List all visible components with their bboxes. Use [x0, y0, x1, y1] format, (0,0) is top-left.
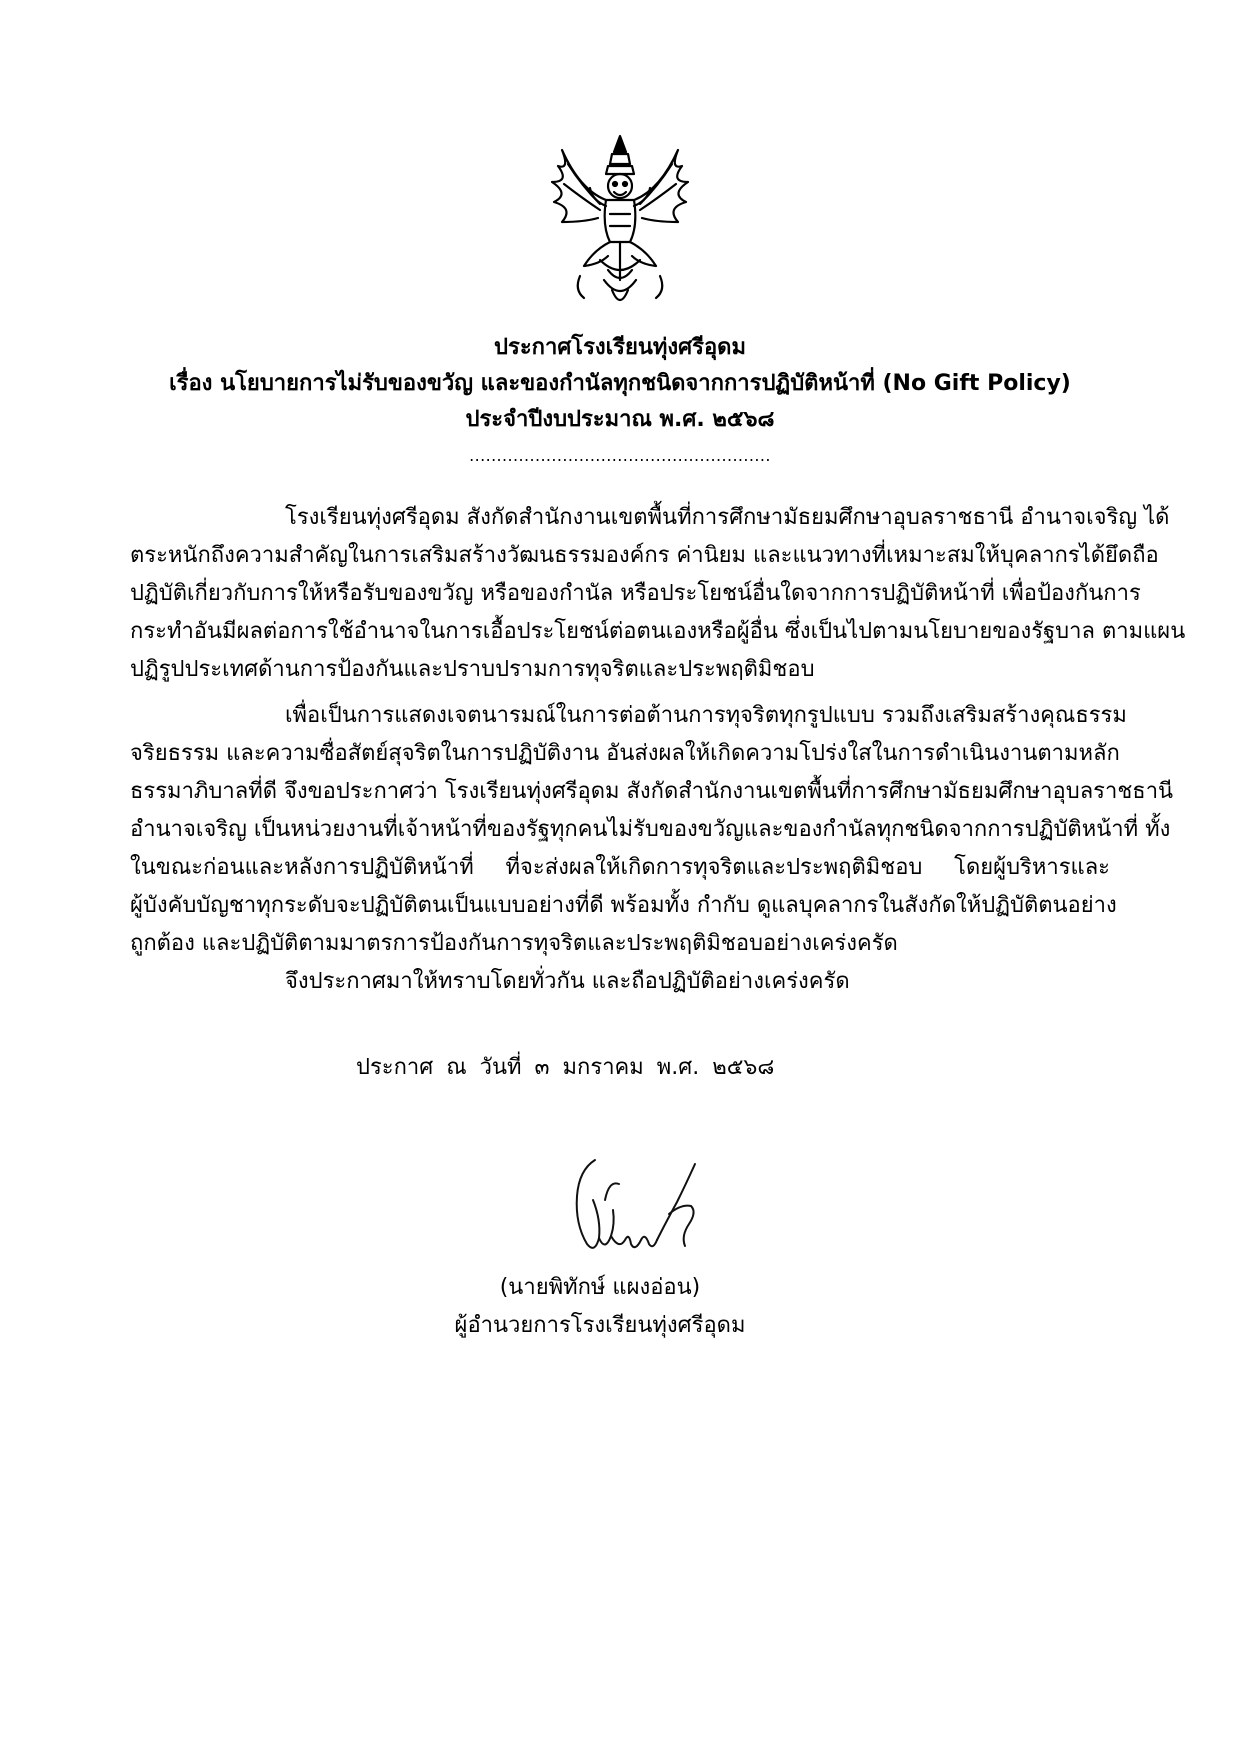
paragraph1-line: กระทำอันมีผลต่อการใช้อำนาจในการเอื้อประโยชน์ต่อตนเองหรือผู้อื่น ซึ่งเป็นไปตามนโยบายของรัฐบาล ตามแผน	[130, 619, 1186, 644]
signatory-position: ผู้อำนวยการโรงเรียนทุ่งศรีอุดม	[454, 1313, 746, 1338]
paragraph1-line: ปฏิบัติเกี่ยวกับการให้หรือรับของขวัญ หรือของกำนัล หรือประโยชน์อื่นใดจากการปฏิบัติหน้าที่ เพื่อป้องกันการ	[130, 581, 1141, 606]
handwritten-signature	[565, 1140, 725, 1280]
announcement-date: ประกาศ ณ วันที่ ๓ มกราคม พ.ศ. ๒๕๖๘	[356, 1055, 775, 1080]
closing-line: จึงประกาศมาให้ทราบโดยทั่วกัน และถือปฏิบัติอย่างเคร่งครัด	[285, 969, 850, 994]
paragraph1-line: ปฏิรูปประเทศด้านการป้องกันและปราบปรามการทุจริตและประพฤติมิชอบ	[130, 657, 815, 682]
paragraph2-line: ถูกต้อง และปฏิบัติตามมาตรการป้องกันการทุจริตและประพฤติมิชอบอย่างเคร่งครัด	[130, 931, 898, 956]
paragraph1-line: ตระหนักถึงความสำคัญในการเสริมสร้างวัฒนธรรมองค์กร ค่านิยม และแนวทางที่เหมาะสมให้บุคลากรได้ยึดถือ	[130, 543, 1159, 568]
paragraph2-line: เพื่อเป็นการแสดงเจตนารมณ์ในการต่อต้านการทุจริตทุกรูปแบบ รวมถึงเสริมสร้างคุณธรรม	[285, 703, 1127, 728]
paragraph2-line: อำนาจเจริญ เป็นหน่วยงานที่เจ้าหน้าที่ของรัฐทุกคนไม่รับของขวัญและของกำนัลทุกชนิดจากการปฏิบัติหน้าที่ ทั้ง	[130, 817, 1171, 842]
announcement-fiscal-year: ประจำปีงบประมาณ พ.ศ. ๒๕๖๘	[465, 407, 775, 432]
announcement-title: ประกาศโรงเรียนทุ่งศรีอุดม	[494, 335, 746, 360]
paragraph2-line: ผู้บังคับบัญชาทุกระดับจะปฏิบัติตนเป็นแบบอย่างที่ดี พร้อมทั้ง กำกับ ดูแลบุคลากรในสังกัดให้ปฏิบัติตนอย่าง	[130, 893, 1117, 918]
signatory-name: (นายพิทักษ์ แผงอ่อน)	[499, 1275, 701, 1300]
paragraph2-line: จริยธรรม และความซื่อสัตย์สุจริตในการปฏิบัติงาน อันส่งผลให้เกิดความโปร่งใสในการดำเนินงานตามหลัก	[130, 741, 1120, 766]
garuda-emblem-icon	[540, 130, 700, 315]
paragraph2-line: ในขณะก่อนและหลังการปฏิบัติหน้าที่ ที่จะส่งผลให้เกิดการทุจริตและประพฤติมิชอบ โดยผู้บริหารและ	[130, 855, 1110, 880]
announcement-subject: เรื่อง นโยบายการไม่รับของขวัญ และของกำนัลทุกชนิดจากการปฏิบัติหน้าที่ (No Gift Policy)	[169, 371, 1071, 396]
heading-separator: .......................................................	[469, 446, 771, 465]
paragraph2-line: ธรรมาภิบาลที่ดี จึงขอประกาศว่า โรงเรียนทุ่งศรีอุดม สังกัดสำนักงานเขตพื้นที่การศึกษามัธยมศึกษาอุบลราชธานี	[130, 779, 1174, 804]
paragraph1-line: โรงเรียนทุ่งศรีอุดม สังกัดสำนักงานเขตพื้นที่การศึกษามัธยมศึกษาอุบลราชธานี อำนาจเจริญ ได้	[285, 505, 1170, 530]
